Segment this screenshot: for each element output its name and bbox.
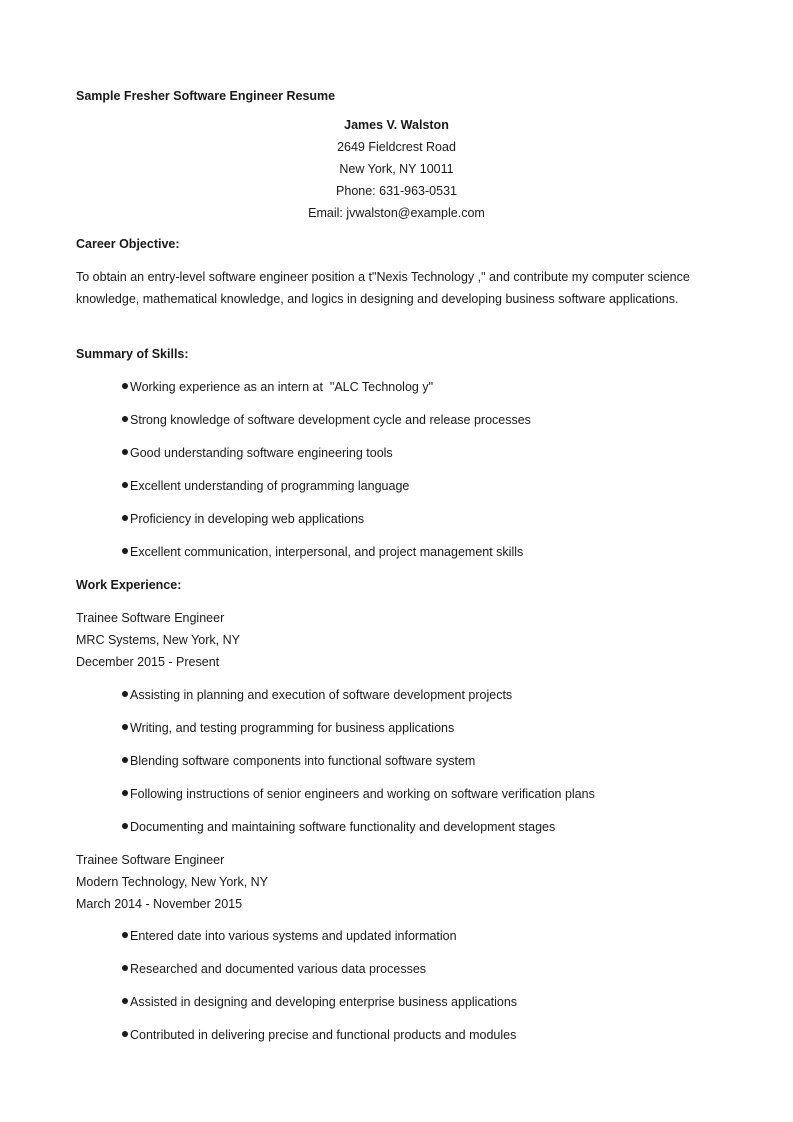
document-title: Sample Fresher Software Engineer Resume [76, 89, 336, 103]
list-item-text: Excellent communication, interpersonal, and project management skills [130, 545, 524, 559]
job-dates: December 2015 - Present [76, 655, 220, 669]
list-item [122, 687, 512, 703]
address-line-2: New York, NY 10011 [339, 162, 454, 176]
list-item [122, 786, 595, 802]
email-line: Email: jvwalston@example.com [308, 206, 485, 220]
bullet-icon [122, 482, 128, 488]
job-company: MRC Systems, New York, NY [76, 633, 240, 647]
list-item [122, 511, 364, 527]
list-item-text: Researched and documented various data processes [130, 962, 427, 976]
bullet-icon [122, 383, 128, 389]
career-objective-text: To obtain an entry-level software engineer position a t"Nexis Technology ," and contribute my computer science knowledge, mathematical knowledge, and logics in designing and developing business software applications. [76, 270, 690, 306]
list-item [122, 379, 433, 395]
bullet-icon [122, 691, 128, 697]
list-item-text: Entered date into various systems and updated information [130, 929, 457, 943]
bullet-icon [122, 998, 128, 1004]
list-item-text: Writing, and testing programming for business applications [130, 721, 455, 735]
address-line-1: 2649 Fieldcrest Road [337, 140, 456, 154]
job-title: Trainee Software Engineer [76, 611, 225, 625]
list-item-text: Good understanding software engineering tools [130, 446, 393, 460]
list-item [122, 994, 517, 1010]
bullet-icon [122, 965, 128, 971]
work-experience-heading: Work Experience: [76, 578, 182, 592]
list-item [122, 819, 555, 835]
list-item-text: Following instructions of senior engineers and working on software verification plans [130, 787, 595, 801]
list-item-text: Documenting and maintaining software functionality and development stages [130, 820, 556, 834]
list-item [122, 720, 454, 736]
list-item [122, 412, 531, 428]
job-title: Trainee Software Engineer [76, 853, 225, 867]
career-objective-heading: Career Objective: [76, 237, 180, 251]
list-item-text: Contributed in delivering precise and functional products and modules [130, 1028, 517, 1042]
bullet-icon [122, 548, 128, 554]
list-item [122, 928, 457, 944]
list-item [122, 445, 393, 461]
bullet-icon [122, 790, 128, 796]
list-item-text: Assisted in designing and developing enterprise business applications [130, 995, 518, 1009]
bullet-icon [122, 724, 128, 730]
skills-heading: Summary of Skills: [76, 347, 189, 361]
bullet-icon [122, 1031, 128, 1037]
bullet-icon [122, 449, 128, 455]
bullet-icon [122, 757, 128, 763]
list-item-text: Assisting in planning and execution of software development projects [130, 688, 513, 702]
bullet-icon [122, 515, 128, 521]
list-item [122, 1027, 516, 1043]
candidate-name: James V. Walston [344, 118, 449, 132]
job-company: Modern Technology, New York, NY [76, 875, 269, 889]
list-item-text: Proficiency in developing web applications [130, 512, 365, 526]
list-item-text: Excellent understanding of programming language [130, 479, 410, 493]
list-item-text: Blending software components into functional software system [130, 754, 476, 768]
phone-line: Phone: 631-963-0531 [336, 184, 457, 198]
list-item [122, 544, 523, 560]
bullet-icon [122, 416, 128, 422]
list-item [122, 753, 475, 769]
list-item-text: Working experience as an intern at "ALC Technolog y" [130, 380, 434, 394]
bullet-icon [122, 823, 128, 829]
list-item [122, 961, 426, 977]
bullet-icon [122, 932, 128, 938]
job-dates: March 2014 - November 2015 [76, 897, 243, 911]
list-item-text: Strong knowledge of software development cycle and release processes [130, 413, 531, 427]
list-item [122, 478, 409, 494]
